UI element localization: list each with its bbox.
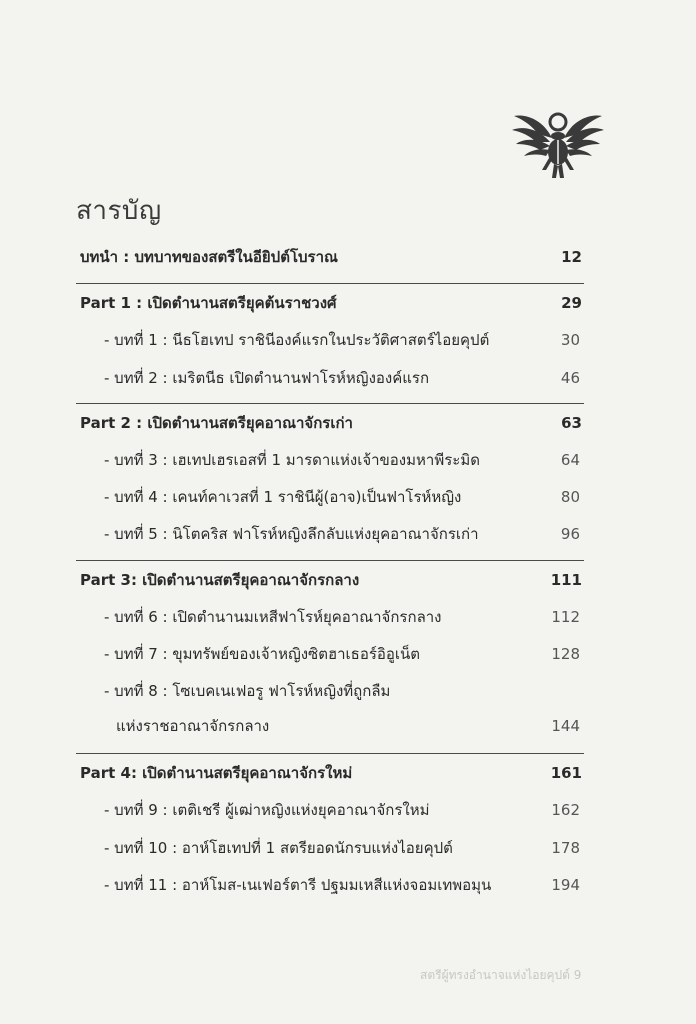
toc-entry-chapter-11 [104,871,580,899]
toc-entry-chapter-4 [104,483,580,511]
toc-entry-label: - บทที่ 2 : เมริตนีธ เปิดตำนานฟาโรห์หญิงองค์แรก [104,369,430,387]
toc-entry-label: - บทที่ 11 : อาห์โมส-เนเฟอร์ตารี ปฐมมเหสีแห่งจอมเทพอมุน [104,876,492,894]
toc-entry-label: - บทที่ 7 : ขุมทรัพย์ของเจ้าหญิงซิตฮาเธอร์อิอูเน็ต [104,645,421,663]
toc-entry-page: 161 [550,764,582,782]
toc-entry-label: - บทที่ 5 : นิโตคริส ฟาโรห์หญิงลึกลับแห่งยุคอาณาจักรเก่า [104,525,479,543]
toc-entry-page: 178 [551,839,580,857]
toc-entry-part-3 [80,566,582,594]
toc-entry-label: - บทที่ 10 : อาห์โฮเทปที่ 1 สตรียอดนักรบแห่งไอยคุปต์ [104,839,453,857]
toc-entry-label: Part 2 : เปิดตำนานสตรียุคอาณาจักรเก่า [80,414,353,432]
toc-entry-page: 194 [551,876,580,894]
toc-entry-label: - บทที่ 3 : เฮเทปเฮรเอสที่ 1 มารดาแห่งเจ้าของมหาพีระมิด [104,451,480,469]
toc-entry-page: 30 [560,331,580,349]
toc-entry-page: 63 [561,414,582,432]
section-divider [76,753,584,754]
toc-entry-part-4 [80,759,582,787]
toc-entry-page: 112 [551,608,580,626]
toc-entry-page: 64 [560,451,580,469]
section-divider [76,283,584,284]
toc-entry-label: Part 3: เปิดตำนานสตรียุคอาณาจักรกลาง [80,571,360,589]
toc-entry-chapter-8 [104,677,580,705]
toc-entry-page: 96 [560,525,580,543]
toc-entry-label: - บทที่ 6 : เปิดตำนานมเหสีฟาโรห์ยุคอาณาจักรกลาง [104,608,442,626]
toc-entry-label: Part 4: เปิดตำนานสตรียุคอาณาจักรใหม่ [80,764,353,782]
toc-entry-page: 144 [551,717,580,735]
toc-entry-chapter-6 [104,603,580,631]
toc-entry-part-2 [80,409,582,437]
toc-entry-page: 12 [561,248,582,266]
toc-entry-label: แห่งราชอาณาจักรกลาง [116,717,270,735]
toc-entry-chapter-7 [104,640,580,668]
toc-entry-chapter-10 [104,834,580,862]
toc-entry-page: 80 [560,488,580,506]
toc-entry-page: 162 [551,801,580,819]
toc-entry-label: - บทที่ 4 : เคนท์คาเวสที่ 1 ราชินีผู้(อาจ)เป็นฟาโรห์หญิง [104,488,462,506]
toc-entry-label: บทนำ : บทบาทของสตรีในอียิปต์โบราณ [80,248,338,266]
toc-entry-label: - บทที่ 9 : เตติเชรี ผู้เฒ่าหญิงแห่งยุคอาณาจักรใหม่ [104,801,430,819]
toc-entry-chapter-8-continued [116,712,580,740]
toc-entry-part-1 [80,289,582,317]
toc-entry-chapter-3 [104,446,580,474]
toc-entry-intro [80,243,582,271]
toc-entry-chapter-9 [104,796,580,824]
toc-entry-page: 111 [550,571,582,589]
toc-entry-label: Part 1 : เปิดตำนานสตรียุคต้นราชวงศ์ [80,294,337,312]
page-footer: สตรีผู้ทรงอำนาจแห่งไอยคุปต์ 9 [420,968,582,982]
section-divider [76,403,584,404]
toc-entry-chapter-2 [104,364,580,392]
section-divider [76,560,584,561]
toc-entry-label: - บทที่ 1 : นีธโฮเทป ราชินีองค์แรกในประวัติศาสตร์ไอยคุปต์ [104,331,490,349]
toc-entry-page: 29 [561,294,582,312]
toc-entry-chapter-1 [104,326,580,354]
page-title: สารบัญ [76,196,162,226]
toc-entry-label: - บทที่ 8 : โซเบคเนเฟอรู ฟาโรห์หญิงที่ถูกลืม [104,682,391,700]
toc-entry-page: 46 [560,369,580,387]
toc-entry-page: 128 [551,645,580,663]
toc-entry-chapter-5 [104,520,580,548]
